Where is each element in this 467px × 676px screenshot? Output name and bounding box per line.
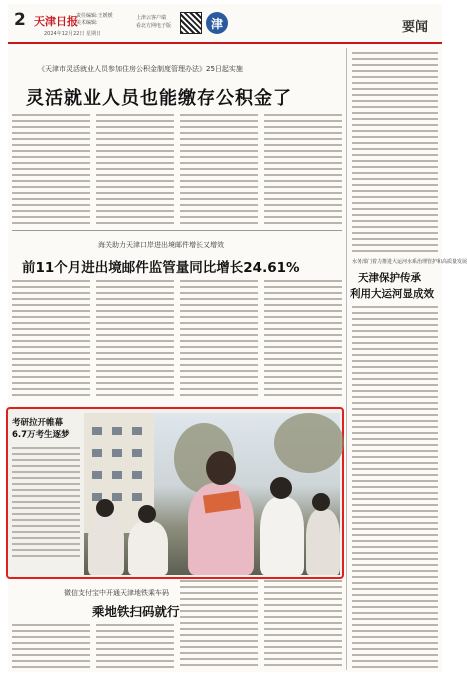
article1-column-4 bbox=[264, 114, 342, 224]
article3-column-3 bbox=[180, 580, 258, 670]
article1-column-1 bbox=[12, 114, 90, 224]
feature-body-text bbox=[12, 447, 80, 557]
article1-headline[interactable]: 灵活就业人员也能缴存公积金了 bbox=[26, 88, 292, 109]
student-head bbox=[96, 499, 114, 517]
article3-headline[interactable]: 乘地铁扫码就行 bbox=[92, 604, 180, 619]
article1-kicker: 《天津市灵活就业人员参加住房公积金制度管理办法》25日起实施 bbox=[38, 65, 243, 73]
sidebar-top-text bbox=[352, 52, 438, 252]
article3-column-2 bbox=[96, 624, 174, 670]
student bbox=[306, 509, 340, 575]
article2-column-4 bbox=[264, 280, 342, 400]
student-head bbox=[138, 505, 156, 523]
article2-column-1 bbox=[12, 280, 90, 400]
issue-date: 2024年12月22日 星期日 bbox=[44, 31, 102, 37]
editor-line: 责任编辑:王媛媛 bbox=[76, 13, 113, 19]
student bbox=[88, 513, 124, 575]
article2-headline[interactable]: 前11个月进出境邮件监管量同比增长24.61% bbox=[22, 260, 300, 276]
promo-line-2: 看北方网电子版 bbox=[136, 23, 172, 29]
article3-column-4 bbox=[264, 580, 342, 670]
student-head bbox=[206, 451, 236, 485]
divider bbox=[12, 230, 342, 231]
section-title: 要闻 bbox=[401, 20, 428, 35]
exam-students-photo[interactable] bbox=[84, 413, 340, 575]
promo-line-1: 上津云客户端 bbox=[136, 15, 167, 21]
article2-column-3 bbox=[180, 280, 258, 400]
app-logo-icon: 津 bbox=[206, 12, 228, 34]
sidebar-headline-line-2[interactable]: 利用大运河显成效 bbox=[350, 288, 434, 300]
masthead bbox=[8, 4, 442, 44]
feature-title-line-1: 考研拉开帷幕 bbox=[12, 418, 64, 428]
article3-column-1 bbox=[12, 624, 90, 670]
tree bbox=[274, 413, 344, 473]
student bbox=[128, 521, 168, 575]
student-head bbox=[312, 493, 330, 511]
article1-column-3 bbox=[180, 114, 258, 224]
article2-column-2 bbox=[96, 280, 174, 400]
student bbox=[260, 497, 304, 575]
column-divider bbox=[346, 48, 347, 670]
sidebar-headline-line-1[interactable]: 天津保护传承 bbox=[358, 272, 421, 284]
article3-kicker: 微信支付宝中开通天津地铁乘车码 bbox=[64, 589, 169, 597]
feature-caption bbox=[12, 417, 80, 557]
qr-code-icon[interactable] bbox=[180, 12, 202, 34]
photo-feature[interactable] bbox=[6, 407, 344, 579]
page-number: 2 bbox=[14, 10, 26, 30]
sidebar-body-text bbox=[352, 306, 438, 670]
newspaper-logo: 天津日报 bbox=[34, 15, 78, 28]
student-head bbox=[270, 477, 292, 499]
newspaper-page bbox=[8, 4, 467, 672]
designer-line: 美术编辑: bbox=[76, 20, 98, 26]
feature-title-line-2: 6.7万考生逐梦 bbox=[12, 430, 70, 440]
article1-column-2 bbox=[96, 114, 174, 224]
sidebar-kicker: 水务部门着力推进大运河水系治理管护和高质量发展 bbox=[352, 259, 467, 265]
article2-kicker: 海关助力天津口岸进出境邮件增长又增效 bbox=[98, 241, 224, 249]
